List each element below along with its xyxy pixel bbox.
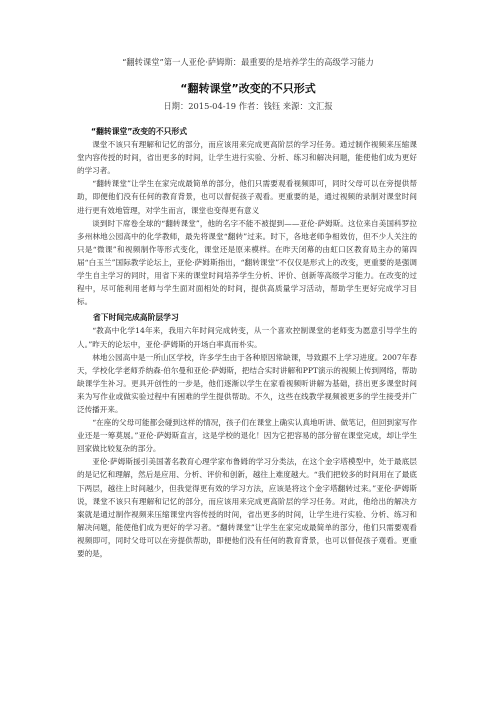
article-title: “翻转课堂”改变的不只形式 (180, 82, 316, 95)
paragraph: “教高中化学14年来，我用六年时间完成转变，从一个喜欢控制课堂的老师变为愿意引导学生的人。”昨天的论坛中，亚伦·萨姆斯的开场白率真而朴实。 (77, 326, 417, 349)
article-meta: 日期：2015-04-19 作者：钱钰 来源：文汇报 (163, 101, 333, 111)
section-heading: “翻转课堂”改变的不只形式 (91, 127, 188, 136)
paragraph: 谈到时下席卷全球的“翻转课堂”，他的名字不能不被提到——亚伦·萨姆斯。这位来自美国科罗拉多州林地公园高中的化学教师，最先将课堂“翻转”过来。时下，各地老师争相效仿，但不少人关注的只是“微课”和视频制作等形式变化，课堂还是原来模样。在昨天闭幕的由虹口区教育局主办的第四届“白玉兰”国际教学论坛上，亚伦·萨姆斯指出，“翻转课堂”不仅仅是形式上的改变，更重要的是强调学生自主学习的同时，用省下来的课堂时间培养学生分析、评价、创新等高级学习能力。在改变的过程中，尽可能利用老师与学生面对面相处的时间，提供高质量学习活动，帮助学生更好完成学习目标。 (77, 218, 417, 307)
paragraph: 林地公园高中是一所山区学校，许多学生由于各种原因常缺课，导致跟不上学习进度。2007年春天，学校化学老师乔纳森·伯尔曼和亚伦·萨姆斯，把结合实时讲解和PPT演示的视频上传到网络，帮助缺课学生补习。更具开创性的一步是，他们逐渐以学生在家看视频听讲解为基础，挤出更多课堂时间来为写作业或做实验过程中有困难的学生提供帮助。不久，这些在线教学视频被更多的学生接受并广泛传播开来。 (77, 352, 417, 414)
section-heading: 省下时间完成高阶层学习 (93, 313, 179, 323)
paragraph: “在座的父母可能都会碰到这样的情况，孩子们在课堂上确实认真地听讲、做笔记，但回到家写作业还是一筹莫展。”亚伦·萨姆斯直言，这是学校的退化！因为它把容易的部分留在课堂完成，却让学生回家做比较复杂的部分。 (77, 418, 417, 454)
article-body (77, 125, 417, 560)
paragraph: 课堂不该只有理解和记忆的部分，而应该用来完成更高阶层的学习任务。通过制作视频来压缩课堂内容传授的时间，省出更多的时间，让学生进行实验、分析、练习和解决问题，能使他们成为更好的学习者。 (77, 140, 417, 176)
paragraph: “翻转课堂”让学生在家完成最简单的部分，他们只需要观看视频即可，同时父母可以在旁提供帮助，即便他们没有任何的教育背景，也可以督促孩子观看。更重要的是，通过视频的录制对课堂时间进行更有效地管理，对学生而言，课堂也变得更有意义 (77, 179, 417, 215)
paragraph: 亚伦·萨姆斯援引美国著名教育心理学家布鲁姆的学习分类法，在这个金字塔模型中，处于最底层的是记忆和理解，然后是应用、分析、评价和创新，越往上难度越大。“我们把较多的时间用在了最底下两层，越往上时间越少，但我觉得更有效的学习方法，应该是将这个金字塔翻转过来。”亚伦·萨姆斯说，课堂不该只有理解和记忆的部分，而应该用来完成更高阶层的学习任务。对此，他给出的解决方案就是通过制作视频来压缩课堂内容传授的时间，省出更多的时间，让学生进行实验、分析、练习和解决问题，能使他们成为更好的学习者。“翻转课堂”让学生在家完成最简单的部分，他们只需要观看视频即可，同时父母可以在旁提供帮助，即便他们没有任何的教育背景，也可以督促孩子观看。更重要的是， (77, 457, 417, 558)
kicker-line: “翻转课堂”第一人亚伦·萨姆斯：最重要的是培养学生的高级学习能力 (122, 57, 374, 67)
